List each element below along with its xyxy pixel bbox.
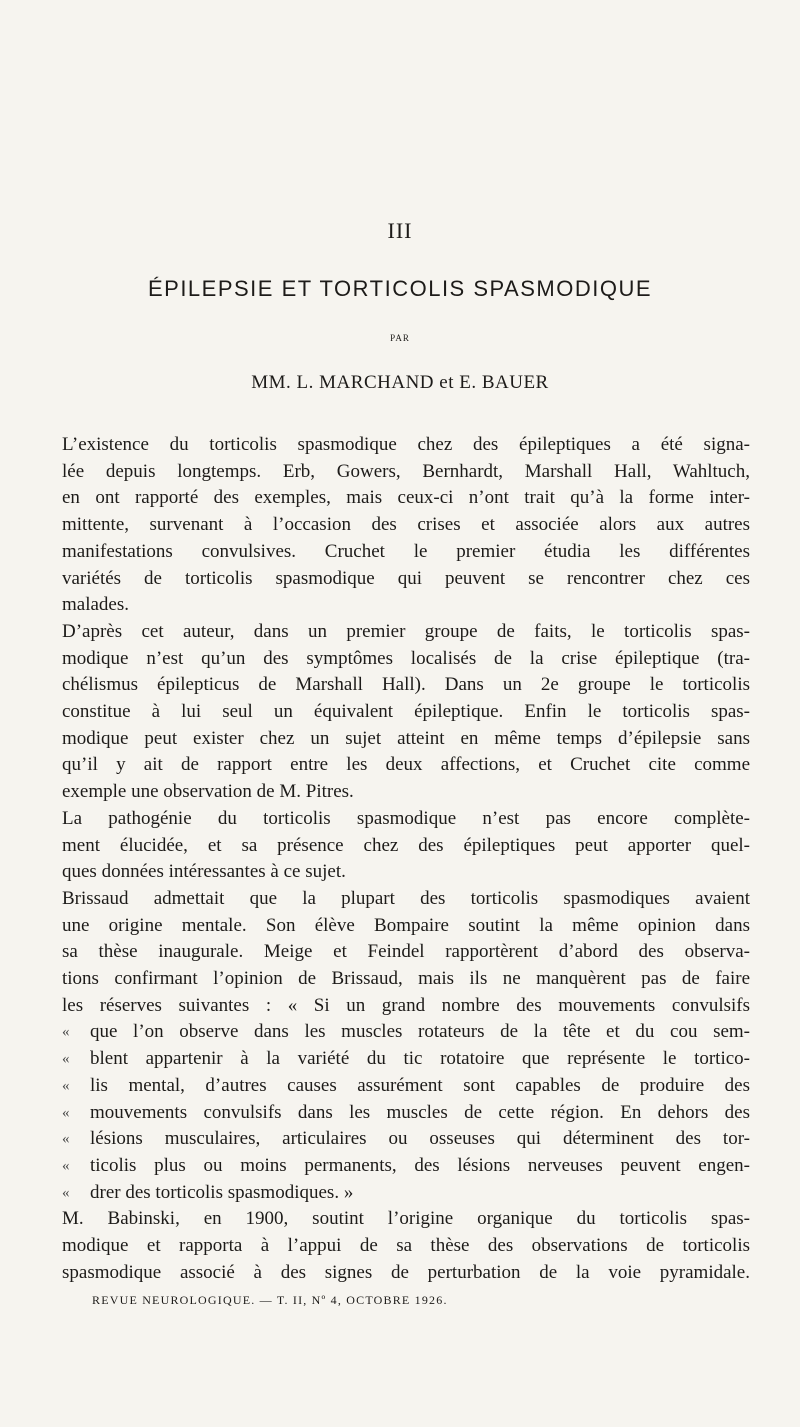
quote-text: que l’on observe dans les muscles rotateurs de la tête et du cou sem-	[90, 1021, 750, 1043]
text-line: tions confirmant l’opinion de Brissaud, mais ils ne manquèrent pas de faire	[62, 968, 750, 990]
quote-line	[62, 1153, 750, 1180]
text-line: Brissaud admettait que la plupart des torticolis spasmodiques avaient	[62, 887, 750, 909]
quote-line	[62, 1180, 750, 1207]
text-line: mittente, survenant à l’occasion des crises et associée alors aux autres	[62, 514, 750, 536]
byline-par: PAR	[390, 333, 410, 343]
text-line: spasmodique associé à des signes de perturbation de la voie pyramidale.	[62, 1261, 750, 1283]
paragraph	[62, 886, 750, 1206]
text-line: D’après cet auteur, dans un premier groupe de faits, le torticolis spas-	[62, 620, 750, 642]
footer-separator: —	[259, 1293, 273, 1307]
text-line: une origine mentale. Son élève Bompaire soutint la même opinion dans	[62, 914, 750, 936]
text-line: exemple une observation de M. Pitres.	[62, 781, 354, 803]
quote-mark: «	[62, 1184, 70, 1201]
text-line: les réserves suivantes : « Si un grand nombre des mouvements convulsifs	[62, 994, 750, 1016]
quote-text: blent appartenir à la variété du tic rotatoire que représente le tortico-	[90, 1048, 750, 1070]
quote-text: drer des torticolis spasmodiques. »	[90, 1181, 354, 1203]
quote-mark: «	[62, 1024, 70, 1041]
text-line: lée depuis longtemps. Erb, Gowers, Bernhardt, Marshall Hall, Wahltuch,	[62, 460, 750, 482]
quote-line	[62, 1073, 750, 1100]
quote-text: lésions musculaires, articulaires ou osseuses qui déterminent des tor-	[90, 1128, 750, 1150]
quote-text: lis mental, d’autres causes assurément sont capables de produire des	[90, 1074, 750, 1096]
section-number: III	[387, 218, 413, 243]
paragraph	[62, 806, 750, 886]
paragraph	[62, 1206, 750, 1286]
text-line: en ont rapporté des exemples, mais ceux-ci n’ont trait qu’à la forme inter-	[62, 487, 750, 509]
quote-line	[62, 1019, 750, 1046]
text-line: ques données intéressantes à ce sujet.	[62, 861, 346, 883]
article-title: ÉPILEPSIE ET TORTICOLIS SPASMODIQUE	[147, 276, 653, 301]
text-line: M. Babinski, en 1900, soutint l’origine organique du torticolis spas-	[62, 1208, 750, 1230]
quote-line	[62, 1126, 750, 1153]
quote-mark: «	[62, 1157, 70, 1174]
quote-mark: «	[62, 1104, 70, 1121]
text-line: qu’il y ait de rapport entre les deux affections, et Cruchet cite comme	[62, 754, 750, 776]
text-line: constitue à lui seul un équivalent épileptique. Enfin le torticolis spas-	[62, 701, 750, 723]
quote-line	[62, 1100, 750, 1127]
text-line: modique n’est qu’un des symptômes localisés de la crise épileptique (tra-	[62, 647, 750, 669]
issue-details: T. II, Nº 4, OCTOBRE 1926.	[276, 1293, 448, 1307]
authors: MM. L. MARCHAND et E. BAUER	[251, 372, 549, 393]
text-line: sa thèse inaugurale. Meige et Feindel rapportèrent d’abord des observa-	[62, 941, 750, 963]
text-line: L’existence du torticolis spasmodique chez des épileptiques a été signa-	[62, 434, 750, 455]
quote-line	[62, 1046, 750, 1073]
quote-text: mouvements convulsifs dans les muscles de cette région. En dehors des	[90, 1101, 750, 1123]
text-line: manifestations convulsives. Cruchet le premier étudia les différentes	[62, 540, 750, 562]
paragraph	[62, 432, 750, 619]
quote-mark: «	[62, 1051, 70, 1068]
quote-text: ticolis plus ou moins permanents, des lésions nerveuses peuvent engen-	[90, 1154, 750, 1176]
article-body	[62, 432, 750, 1287]
quote-mark: «	[62, 1077, 70, 1094]
text-line: La pathogénie du torticolis spasmodique n’est pas encore complète-	[62, 807, 750, 829]
text-line: chélismus épilepticus de Marshall Hall). Dans un 2e groupe le torticolis	[62, 674, 750, 696]
paragraph	[62, 619, 750, 806]
text-line: variétés de torticolis spasmodique qui peuvent se rencontrer chez ces	[62, 567, 750, 589]
journal-footer	[92, 1293, 448, 1308]
text-line: modique et rapporta à l’appui de sa thèse des observations de torticolis	[62, 1235, 750, 1257]
quote-mark: «	[62, 1131, 70, 1148]
text-line: ment élucidée, et sa présence chez des épileptiques peut apporter quel-	[62, 834, 750, 856]
text-line: modique peut exister chez un sujet atteint en même temps d’épilepsie sans	[62, 727, 750, 749]
text-line: malades.	[62, 594, 130, 616]
journal-name: REVUE NEUROLOGIQUE.	[92, 1293, 256, 1307]
